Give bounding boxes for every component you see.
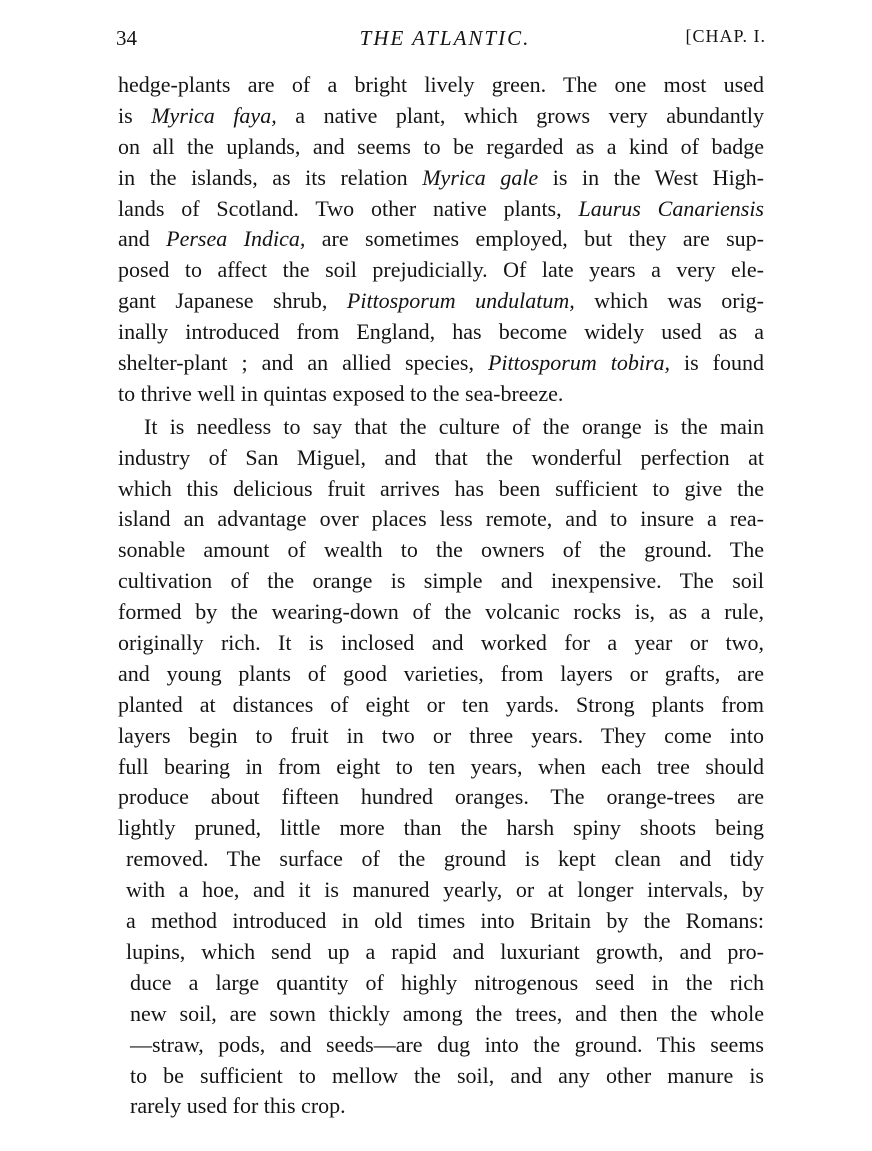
text-line: which this delicious fruit arrives has been sufficient to give the [118, 475, 764, 501]
text-line: on all the uplands, and seems to be regarded as a kind of badge [118, 133, 764, 159]
italic-species-name: Pittosporum undulatum, [346, 288, 575, 314]
body-text [118, 70, 764, 1122]
text-line: cultivation of the orange is simple and inexpensive. The soil [118, 568, 764, 594]
running-head [116, 26, 766, 54]
text-line: formed by the wearing-down of the volcanic rocks is, as a rule, [118, 599, 764, 625]
text-line: and young plants of good varieties, from layers or grafts, are [118, 660, 764, 686]
text-line: gant Japanese shrub, Pittosporum undulatum, which was orig- [118, 288, 764, 314]
text-line: in the islands, as its relation Myrica gale is in the West High- [118, 164, 765, 190]
text-line: hedge-plants are of a bright lively green. The one most used [118, 72, 764, 97]
text-line: posed to affect the soil prejudicially. Of late years a very ele- [118, 257, 764, 283]
text-line: originally rich. It is inclosed and worked for a year or two, [118, 630, 764, 656]
text-line: duce a large quantity of highly nitrogenous seed in the rich [130, 969, 764, 995]
text-line: rarely used for this crop. [130, 1093, 346, 1119]
text-line: planted at distances of eight or ten yards. Strong plants from [118, 691, 764, 717]
text-line: and Persea Indica, are sometimes employed, but they are sup- [118, 226, 764, 252]
text-line: with a hoe, and it is manured yearly, or at longer intervals, by [126, 877, 764, 903]
page-number: 34 [116, 26, 137, 50]
text-line: industry of San Miguel, and that the wonderful perfection at [118, 444, 764, 470]
text-line: lupins, which send up a rapid and luxuriant growth, and pro- [126, 938, 764, 964]
text-line: full bearing in from eight to ten years, when each tree should [118, 753, 764, 779]
text-line: a method introduced in old times into Britain by the Romans: [126, 908, 764, 934]
text-line: lightly pruned, little more than the harsh spiny shoots being [118, 815, 764, 841]
text-line: new soil, are sown thickly among the trees, and then the whole [130, 1000, 764, 1026]
text-line: shelter-plant ; and an allied species, Pittosporum tobira, is found [118, 350, 764, 376]
text-line: layers begin to fruit in two or three years. They come into [118, 722, 764, 748]
paragraph-hedge-plants [118, 70, 764, 410]
text-line: sonable amount of wealth to the owners of the ground. The [118, 537, 764, 563]
paragraph-orange-culture [118, 412, 764, 1122]
italic-species-name: Myrica faya, [151, 102, 277, 128]
italic-species-name: Laurus Canariensis [578, 195, 764, 221]
text-line: to be sufficient to mellow the soil, and any other manure is [130, 1062, 764, 1088]
chapter-label: [CHAP. I. [685, 26, 766, 46]
text-line: It is needless to say that the culture of the orange is the main [144, 413, 764, 439]
text-line: inally introduced from England, has become widely used as a [118, 319, 764, 345]
italic-species-name: Myrica gale [422, 164, 539, 190]
text-line: to thrive well in quintas exposed to the sea-breeze. [118, 380, 564, 406]
text-line: produce about fifteen hundred oranges. The orange-trees are [118, 784, 764, 810]
text-line: lands of Scotland. Two other native plants, Laurus Canariensis [118, 195, 764, 221]
italic-species-name: Pittosporum tobira, [487, 350, 671, 376]
text-line: island an advantage over places less remote, and to insure a rea- [118, 506, 764, 532]
text-line: removed. The surface of the ground is kept clean and tidy [126, 846, 764, 872]
book-title: THE ATLANTIC. [359, 26, 531, 50]
text-line: —straw, pods, and seeds—are dug into the ground. This seems [130, 1031, 764, 1057]
text-line: is Myrica faya, a native plant, which grows very abundantly [118, 102, 764, 128]
italic-species-name: Persea Indica, [166, 226, 306, 252]
